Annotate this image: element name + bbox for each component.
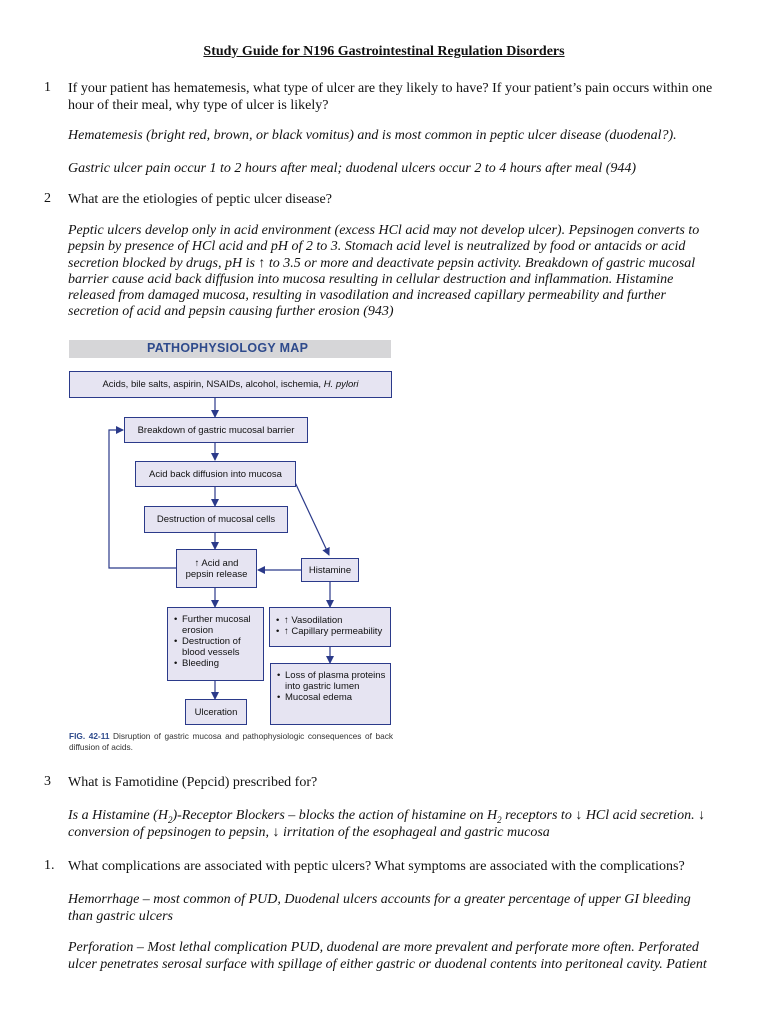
question-3: What is Famotidine (Pepcid) prescribed for? (68, 775, 318, 790)
question-4: What complications are associated with peptic ulcers? What symptoms are associated with the complications? (68, 859, 685, 874)
arrow-backdiff-histamine (293, 478, 329, 555)
list-item: • Mucosal edema (277, 692, 386, 703)
answer-1a: Hematemesis (bright red, brown, or black vomitus) and is most common in peptic ulcer disease (duodenal?). (68, 128, 677, 143)
question-number: 1 (44, 80, 51, 95)
answer-2: Peptic ulcers develop only in acid environment (excess HCl acid may not develop ulcer). Pepsinogen converts to pepsin by presence of HCl acid and pH of 2 to 3. Stomach acid level is neutralized by food or antacids or acid secretion blocked by drugs, pH is ↑ to 3.5 or more and deactivate pepsin activity. Breakdown of gastric mucosal barrier cause acid back diffusion into mucosa resulting in cellular destruction and inflammation. Histamine released from damaged mucosa, resulting in vasodilation and increased capillary permeability and further secretion of acid and pepsin causing further erosion (943) (68, 223, 700, 320)
question-number: 3 (44, 774, 51, 789)
page-title: Study Guide for N196 Gastrointestinal Regulation Disorders (203, 44, 565, 59)
figure-caption: FIG. 42-11 Disruption of gastric mucosa and pathophysiologic consequences of back diffusion of acids. (69, 731, 393, 752)
list-item: • ↑ Vasodilation (276, 615, 386, 626)
box-histamine: Histamine (301, 558, 359, 582)
figure-header-text: PATHOPHYSIOLOGY MAP (147, 341, 309, 355)
list-item: • Further mucosal erosion (174, 614, 259, 636)
arrow-feedback-loop (109, 430, 176, 568)
box-back-diffusion: Acid back diffusion into mucosa (135, 461, 296, 487)
box-vasodilation (269, 607, 391, 647)
list-item: • Loss of plasma proteins into gastric lumen (277, 670, 386, 692)
box-acid-pepsin: ↑ Acid and pepsin release (176, 549, 257, 588)
answer-4b: Perforation – Most lethal complication PUD, duodenal are more prevalent and perforate more often. Perforated ulcer penetrates serosal surface with spillage of either gastric or duodenal contents into peritoneal cavity. Patient (68, 940, 707, 972)
box-ulceration: Ulceration (185, 699, 247, 725)
answer-3: Is a Histamine $(H_2)$-Receptor Blockers – blocks the action of histamine on $H_2$ receptors to ↓ HCl acid secretion. ↓ conversion of pepsinogen to pepsin, ↓ irritation of the esophageal and gastric mucosa (68, 808, 706, 840)
question-1: If your patient has hematemesis, what type of ulcer are they likely to have? If your patient’s pain occurs within one hour of their meal, why type of ulcer is likely? (68, 81, 713, 113)
answer-1b: Gastric ulcer pain occur 1 to 2 hours after meal; duodenal ulcers occur 2 to 4 hours after meal (944) (68, 161, 637, 176)
box-breakdown: Breakdown of gastric mucosal barrier (124, 417, 308, 443)
answer-4a: Hemorrhage – most common of PUD, Duodenal ulcers accounts for a greater percentage of upper GI bleeding than gastric ulcers (68, 892, 691, 924)
question-2: What are the etiologies of peptic ulcer disease? (68, 192, 332, 207)
box-further-erosion (167, 607, 264, 681)
list-item: • ↑ Capillary permeability (276, 626, 386, 637)
box-causes: Acids, bile salts, aspirin, NSAIDs, alcohol, ischemia, H. pylori (69, 371, 392, 398)
question-number: 1. (44, 858, 55, 873)
box-plasma-loss (270, 663, 391, 725)
list-item: • Bleeding (174, 658, 259, 669)
question-number: 2 (44, 191, 51, 206)
box-destruction: Destruction of mucosal cells (144, 506, 288, 533)
list-item: • Destruction of blood vessels (174, 636, 259, 658)
